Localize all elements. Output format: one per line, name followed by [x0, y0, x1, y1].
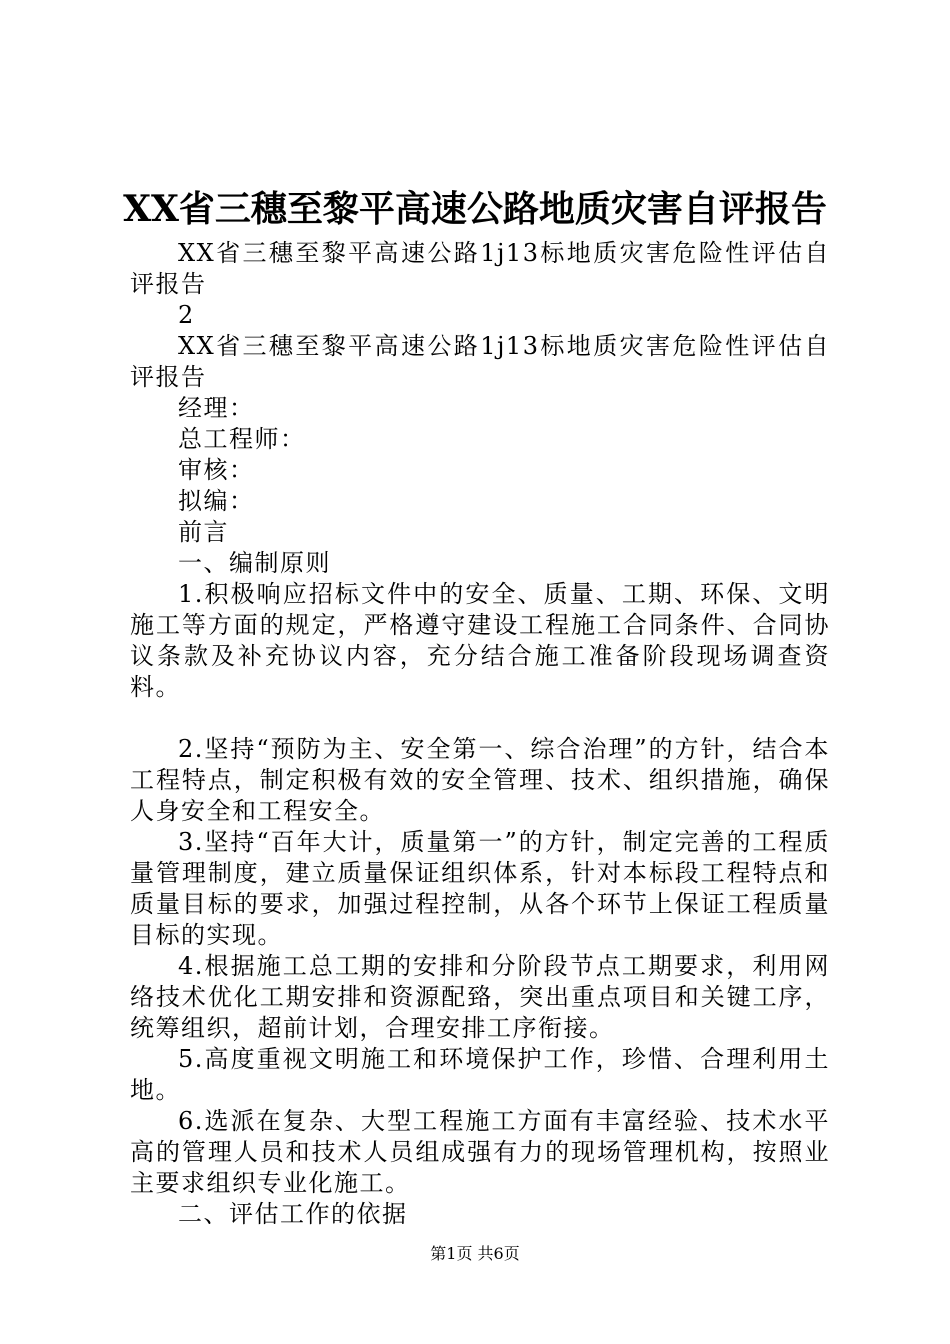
paragraph-report-name-repeat: XX省三穗至黎平高速公路1j13标地质灾害危险性评估自评报告: [130, 332, 830, 391]
paragraph-principle-5: 5.高度重视文明施工和环境保护工作，珍惜、合理利用土地。: [130, 1045, 830, 1104]
paragraph-manager: 经理：: [178, 394, 255, 422]
document-title: XX省三穗至黎平高速公路地质灾害自评报告: [123, 188, 827, 230]
paragraph-principle-6: 6.选派在复杂、大型工程施工方面有丰富经验、技术水平高的管理人员和技术人员组成强有力的现场管理机构，按照业主要求组织专业化施工。: [130, 1107, 830, 1197]
paragraph-number: 2: [178, 301, 195, 329]
paragraph-preface: 前言: [178, 518, 229, 546]
section-heading-principles: 一、编制原则: [178, 549, 331, 577]
paragraph-chief-engineer: 总工程师：: [178, 425, 306, 453]
document-body: [130, 238, 830, 1230]
paragraph-report-name: XX省三穗至黎平高速公路1j13标地质灾害危险性评估自评报告: [130, 239, 830, 298]
paragraph-reviewer: 审核：: [178, 456, 255, 484]
page-footer: 第1页 共6页: [430, 1244, 520, 1263]
paragraph-principle-1: 1.积极响应招标文件中的安全、质量、工期、环保、文明施工等方面的规定，严格遵守建设工程施工合同条件、合同协议条款及补充协议内容，充分结合施工准备阶段现场调查资料。: [130, 580, 830, 701]
paragraph-principle-2: 2.坚持“预防为主、安全第一、综合治理”的方针，结合本工程特点，制定积极有效的安全管理、技术、组织措施，确保人身安全和工程安全。: [130, 735, 830, 825]
paragraph-drafter: 拟编：: [178, 487, 255, 515]
paragraph-principle-3: 3.坚持“百年大计，质量第一”的方针，制定完善的工程质量管理制度，建立质量保证组织体系，针对本标段工程特点和质量目标的要求，加强过程控制，从各个环节上保证工程质量目标的实现。: [130, 828, 830, 949]
section-heading-basis: 二、评估工作的依据: [178, 1200, 408, 1228]
paragraph-blank: [130, 703, 830, 734]
paragraph-principle-4: 4.根据施工总工期的安排和分阶段节点工期要求，利用网络技术优化工期安排和资源配臵，突出重点项目和关键工序，统筹组织，超前计划，合理安排工序衔接。: [130, 952, 830, 1042]
